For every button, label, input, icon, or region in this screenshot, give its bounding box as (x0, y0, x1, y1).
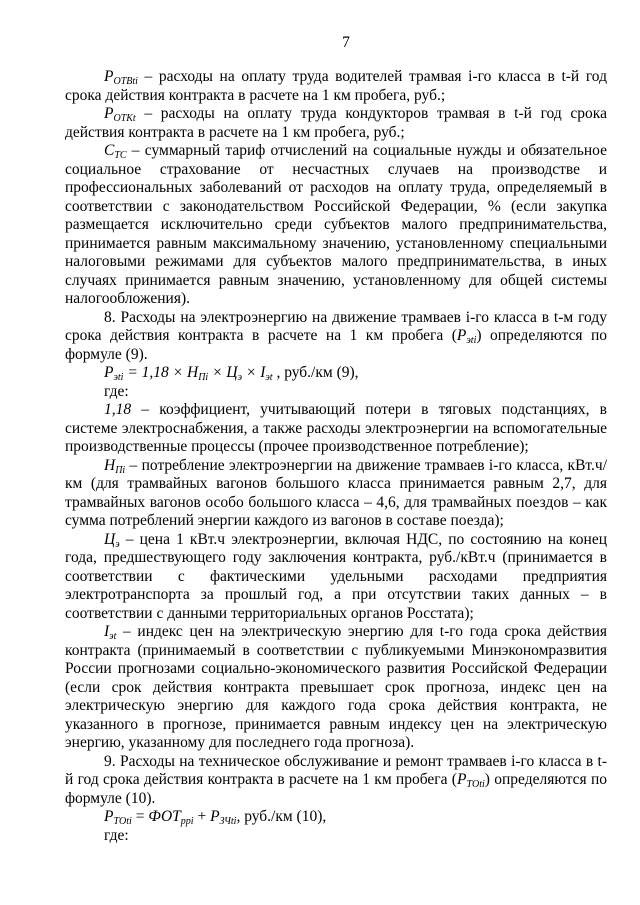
definition-text: – коэффициент, учитывающий потери в тяговых подстанциях, в системе электроснабжения, а также расходы электроэнергии на вспомогательные производственные процессы (прочее производственное потребление); (65, 401, 607, 455)
symbol: C (104, 142, 115, 159)
symbol-subscript: ОТВti (113, 76, 138, 87)
definition-p-otk (65, 105, 607, 142)
item-8-paragraph: 8. Расходы на электроэнергию на движение трамваев i-го класса в t-м году срока действия контракта в расчете на 1 км пробега $(P_{эti})$ определяются по формуле (9). (65, 308, 607, 363)
symbol: 1,18 (104, 401, 132, 418)
symbol: H (104, 456, 116, 474)
symbol-subscript: эti (466, 335, 477, 346)
symbol-subscript: Пi (115, 464, 126, 476)
definition-c-e (65, 531, 607, 624)
symbol-subscript: эt (109, 631, 117, 642)
symbol-subscript: э (115, 538, 120, 550)
where-label: где: (104, 382, 129, 400)
definition-text: – суммарный тариф отчислений на социальные нужды и обязательное социальное страхование от несчастных случаев на производстве и профессиональных заболеваний от расходов на оплату труда, определяемый в соответствии с законодательством Российской Федерации, % (если закупка размещается исключительно среди субъектов малого предпринимательства, принимается равным максимальному значению, установленному специальными налоговыми режимами для субъектов малого предпринимательства, в иных случаях принимается равным значению, установленному для общей системы налогообложения). (65, 142, 607, 307)
symbol-subscript: ОТКt (113, 113, 136, 124)
definition-text: – индекс цен на электрическую энергию для t-го года срока действия контракта (принимаемый в соответствии с публикуемыми Минэкономразвития России прогнозами социально-экономического развития Российской Федерации (если срок действия контракта превышает срок прогноза, индекс цен на электрическую энергию для каждого года срока действия контракта, не указанного в прогнозе, принимается равным индексу цен на электрическую энергию, указанному для последнего года прогноза). (65, 623, 607, 751)
definition-text: – расходы на оплату труда водителей трамвая i-го класса в t-й год срока действия контракта в расчете на 1 км пробега, руб.; (65, 68, 607, 104)
symbol-subscript: ТОti (466, 779, 485, 790)
symbol: P (456, 327, 467, 344)
where-label-2: где: (104, 826, 129, 844)
definition-i-e (65, 623, 607, 753)
definition-h-p (65, 457, 607, 531)
definition-text: – потребление электроэнергии на движение трамваев i-го класса, кВт.ч/км (для трамвайных вагонов большого класса принимается равным 2,7, для трамвайных вагонов особо большого класса – 4,6, для трамвайных поездов – как сумма потреблений энергии каждого из вагонов в составе поезда); (65, 456, 607, 529)
symbol: Ц (104, 530, 116, 548)
item-9-paragraph: 9. Расходы на техническое обслуживание и ремонт трамваев i-го класса в t-й год срока действия контракта в расчете на 1 км пробега $(P_{ТОti})$ определяются по формуле (10). (65, 752, 607, 807)
symbol: P (104, 68, 114, 85)
page-number: 7 (342, 34, 350, 51)
symbol: P (104, 105, 114, 122)
formula-10: $P_{ТОti} = ФОТ_{ppi} + P_{ЗЧti}$, руб./км (10), (104, 808, 327, 827)
definition-text: – цена 1 кВт.ч электроэнергии, включая НДС, по состоянию на конец года, предшествующего году заключения контракта, руб./кВт.ч (принимается в соответствии с фактическими удельными расходами предприятия электротранспорта за прошлый год, а при отсутствии таких данных – в соответствии с данными территориальных органов Росстата); (65, 530, 607, 622)
formula-9: $P_{эti} = 1,18 \times H_{Пi} \times Ц_э \times I_{эt}$ , руб./км (9), (104, 364, 359, 383)
symbol-subscript: ТС (114, 150, 127, 161)
definition-coef-118 (65, 401, 607, 457)
definition-text: – расходы на оплату труда кондукторов трамвая в t-й год срока действия контракта в расчете на 1 км пробега, руб.; (65, 105, 607, 141)
symbol: P (456, 771, 467, 788)
symbol: I (104, 623, 110, 640)
definition-c-ts (65, 142, 607, 309)
definition-p-otv (65, 68, 607, 105)
